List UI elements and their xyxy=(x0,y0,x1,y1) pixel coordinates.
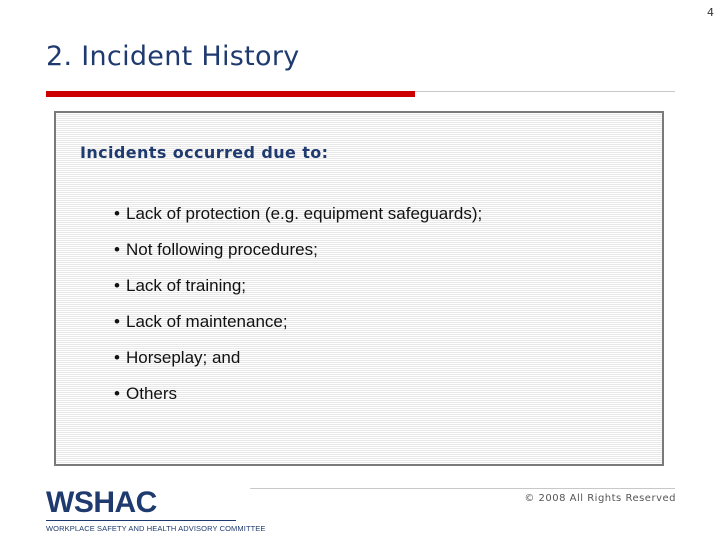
list-item-text: Not following procedures; xyxy=(126,240,318,259)
list-item xyxy=(114,275,482,311)
logo-underline xyxy=(46,520,236,521)
footer-divider xyxy=(250,488,675,489)
wshac-logo xyxy=(46,486,266,533)
list-item xyxy=(114,383,482,419)
logo-subtitle: WORKPLACE SAFETY AND HEALTH ADVISORY COMMITTEE xyxy=(46,524,266,533)
list-item-text: Lack of maintenance; xyxy=(126,312,288,331)
list-item xyxy=(114,203,482,239)
list-item xyxy=(114,347,482,383)
bullet-icon: • xyxy=(114,348,120,367)
bullet-icon: • xyxy=(114,276,120,295)
bullet-icon: • xyxy=(114,240,120,259)
list-item-text: Others xyxy=(126,384,178,403)
content-heading: Incidents occurred due to: xyxy=(80,143,329,162)
list-item-text: Lack of protection (e.g. equipment safeguards); xyxy=(126,204,483,223)
list-item-text: Horseplay; and xyxy=(126,348,241,367)
bullet-icon: • xyxy=(114,384,120,403)
bullet-icon: • xyxy=(114,204,120,223)
title-accent-bar xyxy=(46,91,415,97)
bullet-list xyxy=(114,203,482,419)
slide-number: 4 xyxy=(707,6,714,19)
content-box xyxy=(54,111,664,466)
list-item xyxy=(114,239,482,275)
title-divider xyxy=(415,91,675,92)
copyright-notice: © 2008 All Rights Reserved xyxy=(524,493,676,504)
bullet-icon: • xyxy=(114,312,120,331)
slide-title: 2. Incident History xyxy=(46,41,300,72)
list-item xyxy=(114,311,482,347)
logo-wordmark: WSHAC xyxy=(46,486,157,519)
list-item-text: Lack of training; xyxy=(126,276,247,295)
